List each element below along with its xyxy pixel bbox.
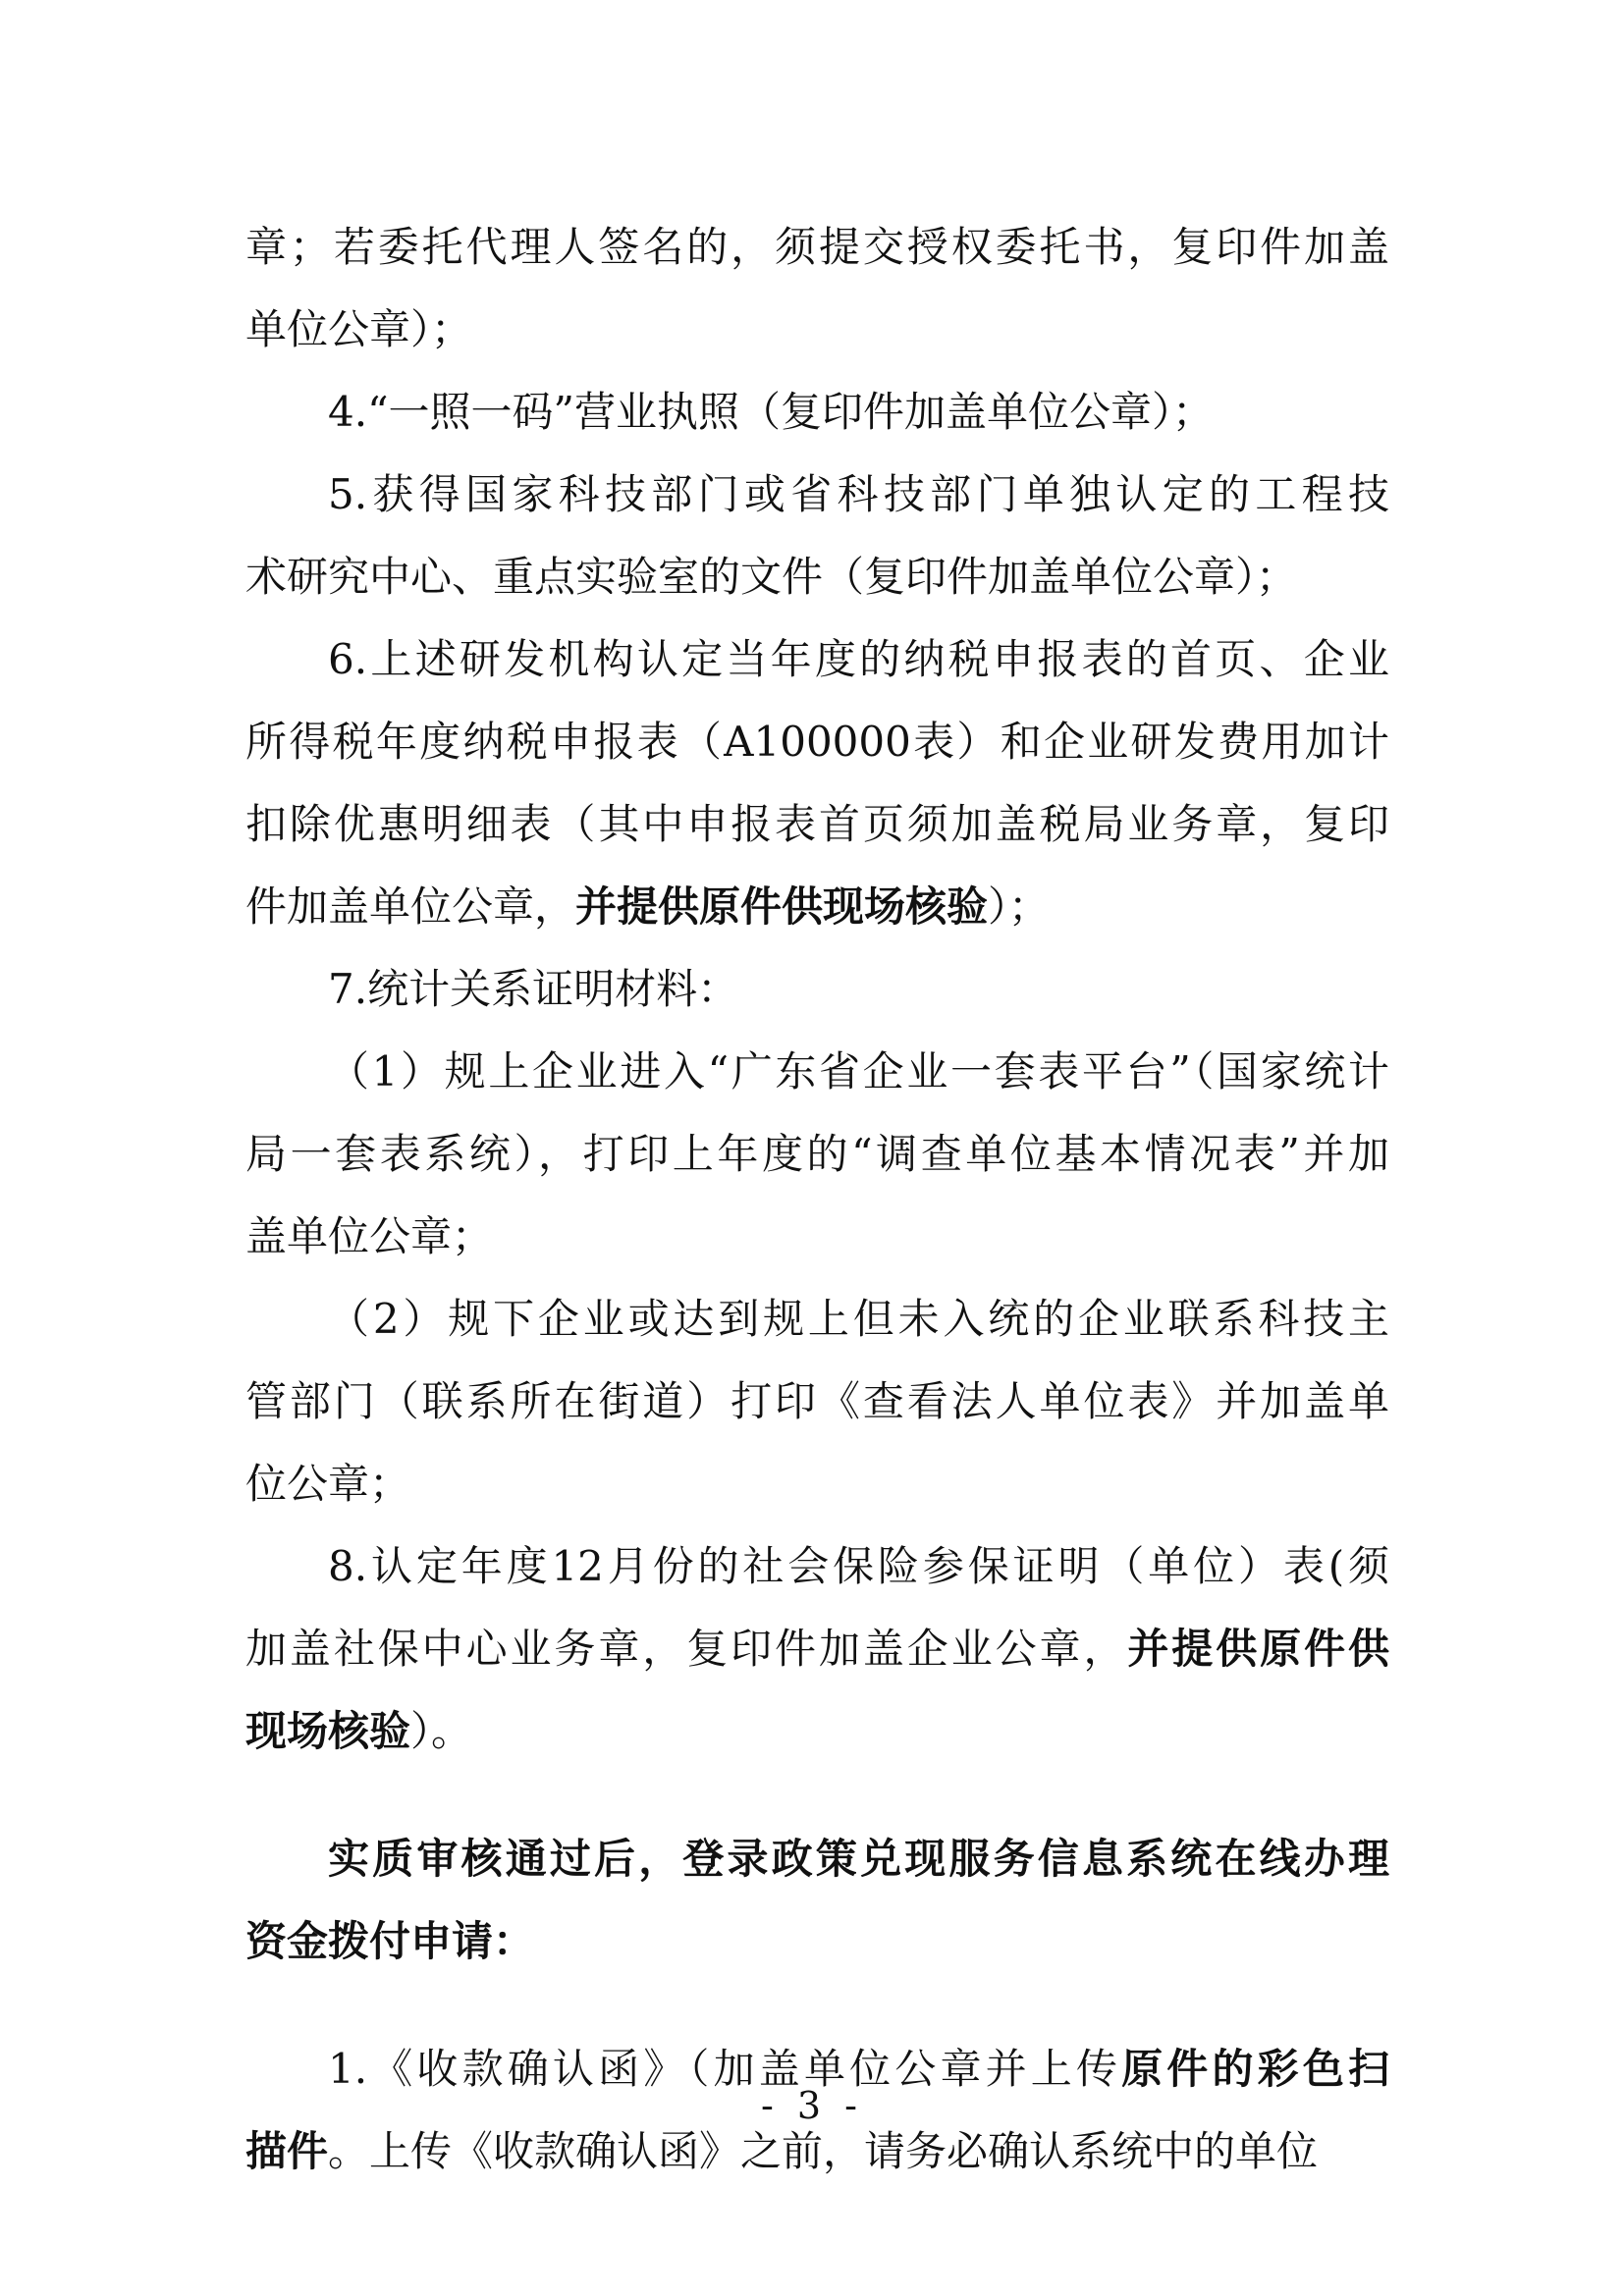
bold-text: 描件 <box>245 2127 329 2175</box>
text-run: 章；若委托代理人签名的，须提交授权委托书，复印件加盖 <box>245 223 1389 271</box>
bold-text: 原件的彩色扫 <box>1121 2045 1389 2093</box>
text-line <box>245 948 1389 1031</box>
text-line <box>245 1690 1389 1773</box>
text-run: 8.认定年度12月份的社会保险参保证明（单位）表(须 <box>328 1542 1389 1590</box>
text-run: 局一套表系统），打印上年度的“调查单位基本情况表”并加 <box>245 1130 1389 1178</box>
text-run: 管部门（联系所在街道）打印《查看法人单位表》并加盖单 <box>245 1377 1389 1425</box>
paragraph <box>245 948 1389 1031</box>
text-run: 所得税年度纳税申报表（A100000表）和企业研发费用加计 <box>245 718 1389 766</box>
text-run: 扣除优惠明细表（其中申报表首页须加盖税局业务章，复印 <box>245 800 1389 848</box>
text-line <box>245 1113 1389 1196</box>
page-number: - 3 - <box>760 2084 863 2127</box>
text-line <box>245 536 1389 618</box>
text-run: 术研究中心、重点实验室的文件（复印件加盖单位公章）； <box>245 553 1298 601</box>
paragraph <box>245 1525 1389 1773</box>
text-run: 5.获得国家科技部门或省科技部门单独认定的工程技 <box>328 470 1389 518</box>
text-run: 1.《收款确认函》（加盖单位公章并上传 <box>328 2045 1122 2093</box>
text-run: 加盖社保中心业务章，复印件加盖企业公章， <box>245 1625 1128 1673</box>
text-line <box>245 866 1389 948</box>
text-run: ）； <box>988 882 1051 931</box>
paragraph <box>245 454 1389 618</box>
text-line <box>245 1361 1389 1443</box>
text-run: 件加盖单位公章， <box>245 882 576 931</box>
paragraph <box>245 1278 1389 1525</box>
text-run: 单位公章）； <box>245 305 473 353</box>
text-line <box>245 1031 1389 1113</box>
paragraph <box>245 371 1389 454</box>
bold-text: 现场核验 <box>245 1707 411 1755</box>
bold-text: 并提供原件供 <box>1127 1625 1389 1673</box>
document-body <box>245 206 1389 2193</box>
text-run: 4.“一照一码”营业执照（复印件加盖单位公章）； <box>328 388 1215 436</box>
paragraph <box>245 1031 1389 1278</box>
text-line <box>245 371 1389 454</box>
text-line <box>245 206 1389 289</box>
text-line <box>245 1608 1389 1690</box>
text-line <box>245 289 1389 371</box>
text-run: 。上传《收款确认函》之前，请务必确认系统中的单位 <box>328 2127 1319 2175</box>
text-run: ）。 <box>410 1707 473 1755</box>
text-line <box>245 1278 1389 1361</box>
paragraph-gap <box>245 1773 1389 1818</box>
text-line <box>245 783 1389 866</box>
bold-text: 资金拨付申请： <box>245 1917 535 1965</box>
bold-text: 实质审核通过后，登录政策兑现服务信息系统在线办理 <box>328 1835 1389 1883</box>
paragraph <box>245 618 1389 948</box>
text-line <box>245 618 1389 701</box>
text-run: 6.上述研发机构认定当年度的纳税申报表的首页、企业 <box>328 635 1389 683</box>
text-line <box>245 1818 1389 1900</box>
text-line <box>245 701 1389 783</box>
text-run: （2）规下企业或达到规上但未入统的企业联系科技主 <box>328 1295 1389 1343</box>
bold-text: 并提供原件供现场核验 <box>575 882 989 931</box>
text-line <box>245 1900 1389 1983</box>
text-line <box>245 454 1389 536</box>
paragraph-gap <box>245 1983 1389 2028</box>
text-run: （1）规上企业进入“广东省企业一套表平台”（国家统计 <box>328 1047 1389 1095</box>
text-line <box>245 1443 1389 1525</box>
paragraph <box>245 1818 1389 1983</box>
text-line <box>245 1525 1389 1608</box>
text-run: 7.统计关系证明材料： <box>328 965 739 1013</box>
paragraph <box>245 206 1389 371</box>
text-line <box>245 1196 1389 1278</box>
text-run: 位公章； <box>245 1460 411 1508</box>
text-run: 盖单位公章； <box>245 1212 494 1260</box>
